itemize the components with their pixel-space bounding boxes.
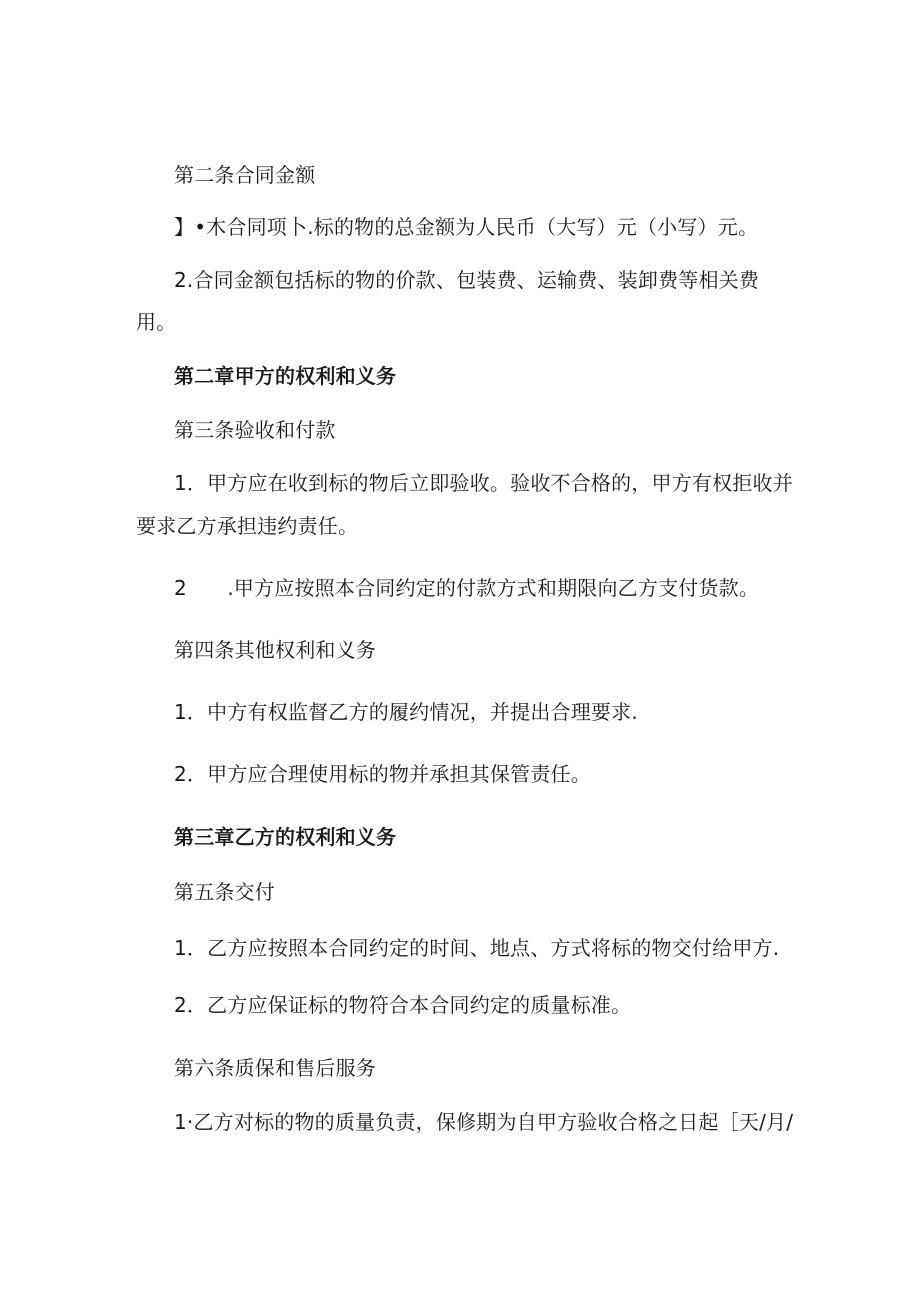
paragraph-6-1: 1·乙方对标的物的质量负责，保修期为自甲方验收合格之日起［天/月/ (174, 1110, 794, 1134)
paragraph-3-1-cont: 要求乙方承担违约责任。 (136, 514, 359, 538)
paragraph-2-2-cont: 用。 (136, 310, 177, 334)
paragraph-4-1: 1．中方有权监督乙方的履约情况，并提出合理要求. (174, 700, 638, 724)
article-4-title: 第四条其他权利和义务 (174, 638, 376, 662)
paragraph-5-2: 2．乙方应保证标的物符合本合同约定的质量标准。 (174, 993, 632, 1017)
article-3-title: 第三条验收和付款 (174, 418, 336, 442)
paragraph-3-1: 1．甲方应在收到标的物后立即验收。验收不合格的，甲方有权拒收并 (174, 471, 793, 495)
article-5-title: 第五条交付 (174, 880, 275, 904)
article-2-title: 第二条合同金额 (174, 163, 316, 187)
paragraph-2-2: 2.合同金额包括标的物的价款、包装费、运输费、装卸费等相关费 (174, 268, 760, 292)
article-6-title: 第六条质保和售后服务 (174, 1056, 376, 1080)
paragraph-2-1: 】•木合同项卜.标的物的总金额为人民币（大写）元（小写）元。 (174, 215, 759, 239)
paragraph-4-2: 2．甲方应合理使用标的物并承担其保管责任。 (174, 762, 591, 786)
paragraph-3-2: 2 .甲方应按照本合同约定的付款方式和期限向乙方支付货款。 (174, 576, 760, 600)
chapter-3-heading: 第三章乙方的权利和义务 (174, 825, 397, 849)
chapter-2-heading: 第二章甲方的权利和义务 (174, 364, 397, 388)
paragraph-5-1: 1．乙方应按照本合同约定的时间、地点、方式将标的物交付给甲方. (174, 936, 780, 960)
